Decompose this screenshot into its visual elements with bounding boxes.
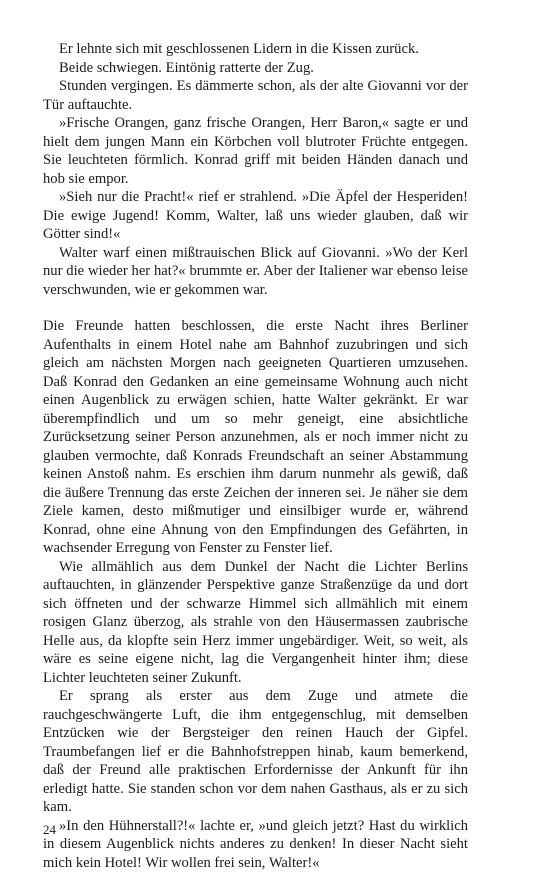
paragraph: »Frische Orangen, ganz frische Orangen, Herr Baron,« sagte er und hielt dem jungen Mann ein Körbchen voll blutroter Früchte entgegen. Sie leuchteten förmlich. Konrad griff mit beiden Händen danach und hob sie empor.	[43, 115, 468, 187]
paragraph: Walter warf einen mißtrauischen Blick auf Giovanni. »Wo der Kerl nur die wieder her hat?« brummte er. Aber der Italiener war ebenso leise verschwunden, wie er gekommen war.	[43, 244, 468, 298]
paragraph: Die Freunde hatten beschlossen, die erste Nacht ihres Berliner Aufenthalts in einem Hotel nahe am Bahnhof zuzubringen und sich gleich am nächsten Morgen nach geeigneten Quartieren umzusehen. Daß Konrad den Gedanken an eine gemeinsame Wohnung auch nicht einen Augenblick zu erwägen schien, hatte Walter gekränkt. Er war überempfindlich und um so mehr geneigt, eine absichtliche Zurücksetzung seiner Person anzunehmen, als er noch immer nicht zu glauben vermochte, daß Konrads Freundschaft an seiner Abstammung keinen Anstoß nahm. Es erschien ihm darum nunmehr als gewiß, daß die äußere Trennung das erste Zeichen der inneren sei. Je näher sie dem Ziele kamen, desto mißmutiger und einsilbiger wurde er, während Konrad, ohne eine Ahnung von den Empfindungen des Gefährten, in wachsender Erregung von Fenster zu Fenster lief.	[43, 318, 468, 556]
book-page	[43, 40, 468, 872]
page-number: 24	[43, 822, 56, 837]
paragraph: »In den Hühnerstall?!« lachte er, »und gleich jetzt? Hast du wirklich in diesem Augenblick nichts anderes zu denken! In dieser Nacht sieht mich kein Hotel! Wir wollen frei sein, Walter!«	[43, 817, 468, 871]
paragraph: Wie allmählich aus dem Dunkel der Nacht die Lichter Berlins auftauchten, in glänzender Perspektive ganze Straßenzüge da und dort sich öffneten und der schwarze Himmel sich allmählich mit einem rosigen Glanz überzog, als strahle von den Häusermassen zaubrische Helle aus, da klopfte sein Herz immer ungebärdiger. Weit, so weit, als wäre es seine eigene nicht, lag die Vergangenheit hinter ihm; diese Lichter leuchteten seiner Zukunft.	[43, 558, 468, 686]
paragraph: Beide schwiegen. Eintönig ratterte der Zug.	[59, 59, 314, 76]
paragraph: »Sieh nur die Pracht!« rief er strahlend. »Die Äpfel der Hesperiden! Die ewige Jugend! Komm, Walter, laß uns wieder glauben, daß wir Götter sind!«	[43, 189, 468, 242]
paragraph: Er sprang als erster aus dem Zuge und atmete die rauchgeschwängerte Luft, die ihm entgegenschlug, mit demselben Entzücken wie der Bergsteiger den reinen Hauch der Gipfel. Traumbefangen lief er die Bahnhofstreppen hinab, kaum bemerkend, daß der Freund alle praktischen Erfordernisse der Ankunft für ihn erledigt hatte. Sie standen schon vor dem nahen Gasthaus, als er zu sich kam.	[43, 688, 468, 815]
paragraph: Stunden vergingen. Es dämmerte schon, als der alte Giovanni vor der Tür auftauchte.	[43, 78, 468, 113]
section-break	[43, 299, 468, 317]
paragraph: Er lehnte sich mit geschlossenen Lidern in die Kissen zurück.	[59, 41, 419, 57]
